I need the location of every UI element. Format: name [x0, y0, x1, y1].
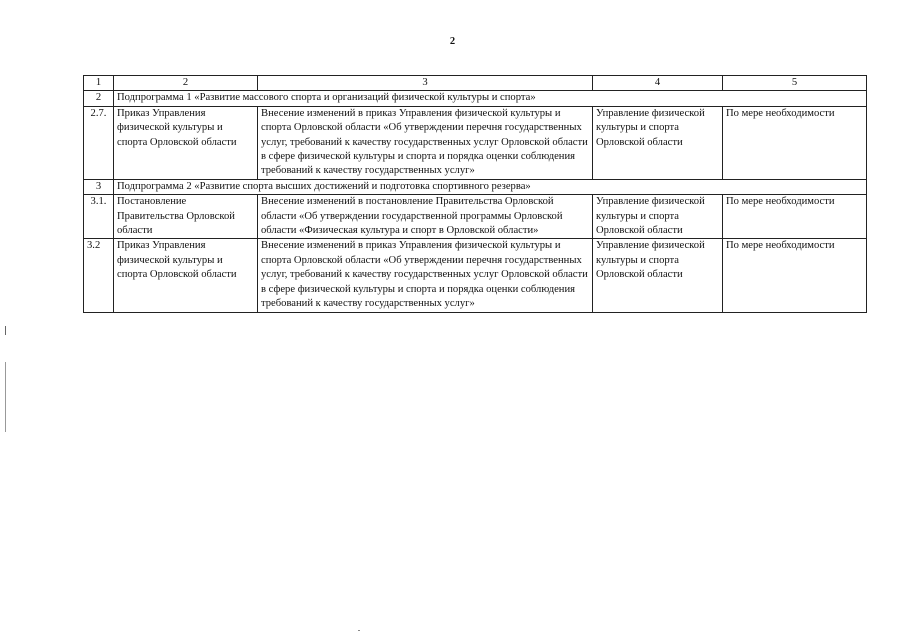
section-number: 3: [84, 179, 114, 194]
section-number: 2: [84, 91, 114, 106]
scan-margin-mark: [5, 326, 6, 335]
column-number-3: 3: [258, 76, 593, 91]
change-description-cell: Внесение изменений в приказ Управления физической культуры и спорта Орловской области «Об утверждении перечня государственных услуг, требований к качеству государственных услуг Орловской области в сфере физической культуры и спорта и порядка оценки соблюдения требований к качеству государственных услуг»: [258, 106, 593, 179]
row-number: 3.2: [84, 239, 114, 312]
row-number: 3.1.: [84, 195, 114, 239]
table-row: [84, 195, 867, 239]
table-row: [84, 106, 867, 179]
table-row: [84, 239, 867, 312]
document-type-cell: Приказ Управления физической культуры и спорта Орловской области: [114, 106, 258, 179]
deadline-cell: По мере необходимости: [723, 195, 867, 239]
column-number-4: 4: [593, 76, 723, 91]
responsible-cell: Управление физической культуры и спорта Орловской области: [593, 106, 723, 179]
scan-margin-mark: [5, 362, 6, 432]
page-number: 2: [449, 36, 456, 47]
responsible-cell: Управление физической культуры и спорта Орловской области: [593, 195, 723, 239]
document-type-cell: Постановление Правительства Орловской области: [114, 195, 258, 239]
section-title: Подпрограмма 2 «Развитие спорта высших достижений и подготовка спортивного резерва»: [114, 179, 867, 194]
section-row: [84, 179, 867, 194]
row-number: 2.7.: [84, 106, 114, 179]
document-type-cell: Приказ Управления физической культуры и спорта Орловской области: [114, 239, 258, 312]
section-row: [84, 91, 867, 106]
measures-table: [83, 75, 867, 313]
deadline-cell: По мере необходимости: [723, 106, 867, 179]
scan-speck: [358, 630, 360, 631]
table-header-row: [84, 76, 867, 91]
change-description-cell: Внесение изменений в постановление Правительства Орловской области «Об утверждении государственной программы Орловской области «Физическая культура и спорт в Орловской области»: [258, 195, 593, 239]
deadline-cell: По мере необходимости: [723, 239, 867, 312]
column-number-1: 1: [84, 76, 114, 91]
responsible-cell: Управление физической культуры и спорта Орловской области: [593, 239, 723, 312]
column-number-5: 5: [723, 76, 867, 91]
column-number-2: 2: [114, 76, 258, 91]
change-description-cell: Внесение изменений в приказ Управления физической культуры и спорта Орловской области «Об утверждении перечня государственных услуг, требований к качеству государственных услуг Орловской области в сфере физической культуры и спорта и порядка оценки соблюдения требований к качеству государственных услуг»: [258, 239, 593, 312]
section-title: Подпрограмма 1 «Развитие массового спорта и организаций физической культуры и спорта»: [114, 91, 867, 106]
